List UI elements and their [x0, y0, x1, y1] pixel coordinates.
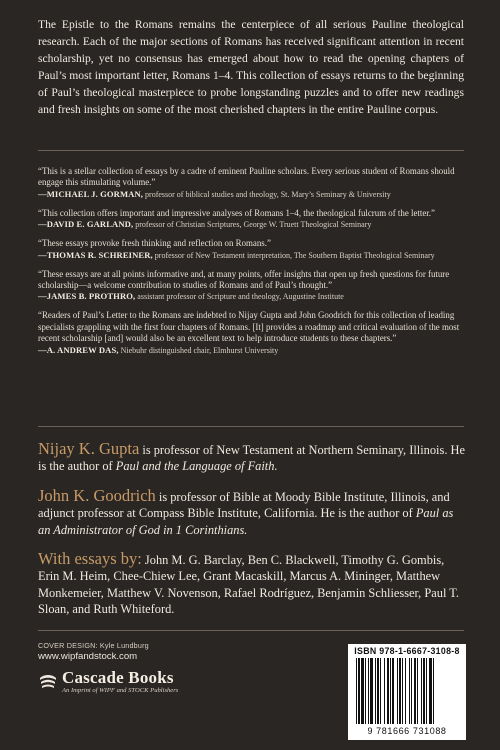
barcode-digits: 9 781666 731088	[367, 726, 447, 736]
endorsement-quote: “Readers of Paul’s Letter to the Romans are indebted to Nijay Gupta and John Goodrich for this collection of leading specialists grappling with the first four chapters of Romans. [It] provides a roadmap and critical evaluation of the most recent scholarship [and] would also be an excellent text to help introduce students to these chapters.”	[38, 310, 460, 344]
endorsement-attribution	[38, 219, 464, 230]
endorser-title: professor of New Testament interpretation, The Southern Baptist Theological Seminary	[154, 250, 435, 260]
endorsement	[38, 166, 464, 200]
endorsement-quote: “These essays are at all points informative and, at many points, offer insights that open up fresh questions for future scholarship—a welcome contribution to studies of Romans and of Paul’s thought.”	[38, 268, 450, 291]
endorsement	[38, 208, 464, 230]
bio-text: is professor of Bible at Moody Bible Institute, Illinois, and adjunct professor at Compass Bible Institute, California. He is the author of	[38, 489, 450, 521]
divider-middle	[38, 426, 464, 427]
editor-name: John K. Goodrich	[38, 485, 156, 505]
endorsements	[38, 166, 464, 364]
contributors-list: John M. G. Barclay, Ben C. Blackwell, Timothy G. Gombis, Erin M. Heim, Chee-Chiew Lee, Grant Macaskill, Marcus A. Mininger, Matthew Monkemeier, Matthew V. Novenson, Rafael Rodríguez, Benjamin Schliesser, Paul T. Sloan, and Ruth Whiteford.	[38, 553, 460, 617]
credits	[38, 641, 238, 695]
editor-name: Nijay K. Gupta	[38, 439, 140, 458]
author-bios	[38, 441, 466, 631]
barcode-icon	[352, 658, 462, 726]
endorser-title: Niebuhr distinguished chair, Elmhurst University	[120, 345, 279, 355]
endorser-title: assistant professor of Scripture and theology, Augustine Institute	[137, 292, 344, 302]
endorsement-attribution	[38, 250, 464, 261]
endorser-name: —MICHAEL J. GORMAN,	[38, 188, 144, 199]
endorsement-attribution	[38, 189, 464, 200]
book-blurb: The Epistle to the Romans remains the centerpiece of all serious Pauline theological research. Each of the major sections of Romans has received significant attention in recent scholarship, yet no consensus has emerged about how to read the opening chapters of Paul’s most important letter, Romans 1–4. This collection of essays returns to the beginning of Paul’s theological masterpiece to probe longstanding puzzles and to offer new readings and fresh insights on some of the most cherished chapters in the entire Pauline corpus.	[38, 18, 464, 116]
imprint-line: An Imprint of WIPF and STOCK Publishers	[62, 687, 179, 694]
cover-design-credit: COVER DESIGN: Kyle Lundburg	[38, 641, 149, 650]
divider-top	[38, 150, 464, 151]
endorsement-attribution	[38, 291, 464, 302]
bio-text: is professor of New Testament at Northern Seminary, Illinois. He is the author of	[38, 443, 465, 474]
endorser-name: —A. ANDREW DAS,	[38, 344, 119, 355]
waterfall-icon	[38, 672, 58, 692]
endorser-title: professor of Christian Scriptures, George W. Truett Theological Seminary	[135, 220, 372, 230]
bio-goodrich	[38, 485, 466, 538]
isbn-barcode	[348, 644, 466, 740]
endorsement	[38, 238, 464, 260]
contributors	[38, 551, 466, 618]
book-title: Paul as an Administrator of God in 1 Corinthians.	[38, 506, 454, 537]
isbn-label: ISBN 978-1-6667-3108-8	[354, 646, 460, 656]
endorser-name: —DAVID E. GARLAND,	[38, 219, 134, 230]
endorsement-quote: “These essays provoke fresh thinking and reflection on Romans.”	[38, 238, 271, 249]
divider-bottom	[38, 630, 464, 631]
essays-label: With essays by:	[38, 549, 142, 569]
endorser-name: —JAMES B. PROTHRO,	[38, 291, 136, 302]
publisher-logo	[38, 669, 238, 695]
endorsement-attribution	[38, 345, 464, 356]
endorser-title: professor of biblical studies and theology, St. Mary’s Seminary & University	[145, 189, 391, 199]
endorsement	[38, 269, 464, 303]
publisher-url[interactable]: www.wipfandstock.com	[38, 651, 138, 662]
bio-gupta	[38, 441, 466, 475]
endorser-name: —THOMAS R. SCHREINER,	[38, 249, 153, 260]
endorsement-quote: “This is a stellar collection of essays by a cadre of eminent Pauline scholars. Every serious student of Romans should engage this stimulating volume.”	[38, 166, 455, 188]
endorsement	[38, 310, 464, 355]
book-title: Paul and the Language of Faith.	[115, 459, 278, 474]
endorsement-quote: “This collection offers important and impressive analyses of Romans 1–4, the theological fulcrum of the letter.”	[38, 207, 435, 218]
publisher-name: Cascade Books	[62, 668, 174, 687]
